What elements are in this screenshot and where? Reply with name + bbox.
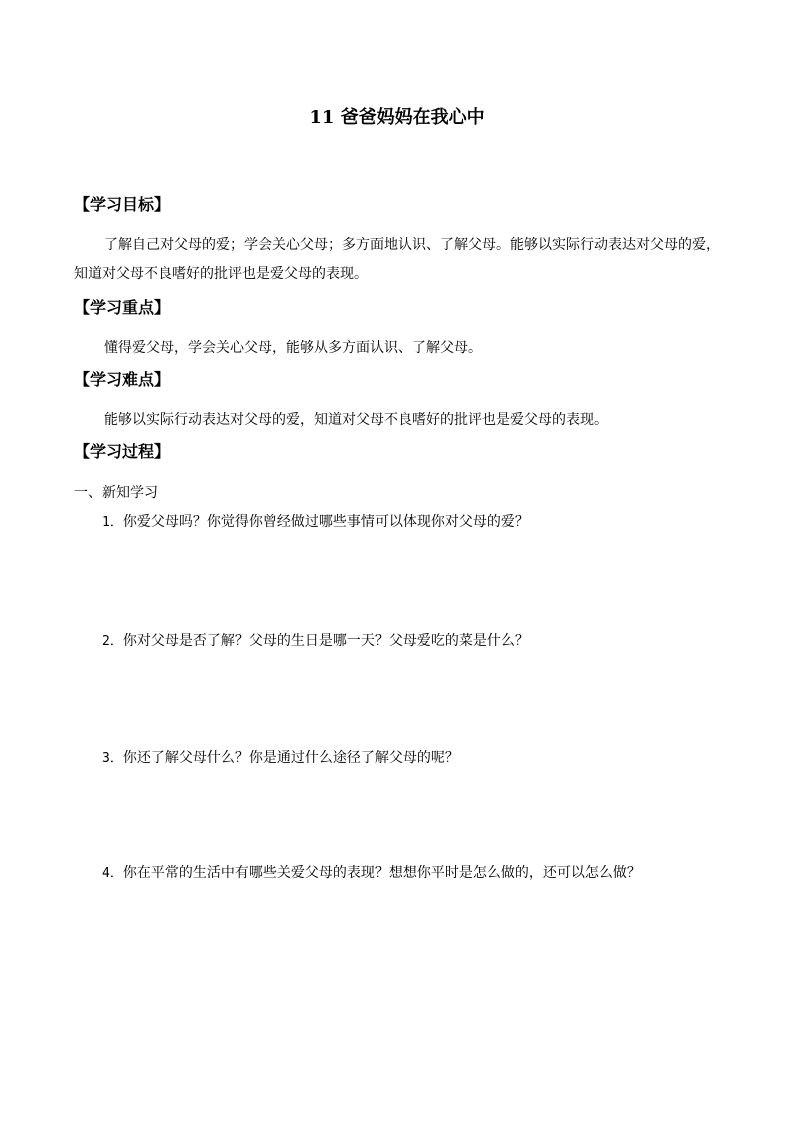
question-3 [102,746,742,771]
page-title: 11 爸爸妈妈在我心中 [309,107,485,128]
difficulties-text: 能够以实际行动表达对父母的爱，知道对父母不良嗜好的批评也是爱父母的表现。 [104,412,608,428]
question-number: 4． [102,866,123,881]
key-points-heading: 【学习重点】 [74,298,171,317]
question-number: 2． [102,634,123,649]
question-text: 你对父母是否了解？父母的生日是哪一天？父母爱吃的菜是什么？ [122,633,529,649]
question-4 [102,861,742,886]
process-heading: 【学习过程】 [74,442,171,461]
section-new-knowledge: 一、新知学习 [74,485,158,501]
objectives-text: 了解自己对父母的爱；学会关心父母；多方面地认识、了解父母。能够以实际行动表达对父母的爱，知道对父母不良嗜好的批评也是爱父母的表现。 [74,237,720,282]
question-text: 你还了解父母什么？你是通过什么途径了解父母的呢？ [122,750,459,766]
question-1 [102,510,742,535]
question-2 [102,629,742,654]
question-text: 你爱父母吗？你觉得你曾经做过哪些事情可以体现你对父母的爱？ [122,514,529,530]
difficulties-heading: 【学习难点】 [74,370,171,389]
question-number: 3． [102,751,123,766]
question-text: 你在平常的生活中有哪些关爱父母的表现？想想你平时是怎么做的，还可以怎么做？ [122,865,641,881]
question-number: 1． [102,515,123,530]
key-points-text: 懂得爱父母，学会关心父母，能够从多方面认识、了解父母。 [104,340,482,356]
objectives-heading: 【学习目标】 [74,195,171,214]
